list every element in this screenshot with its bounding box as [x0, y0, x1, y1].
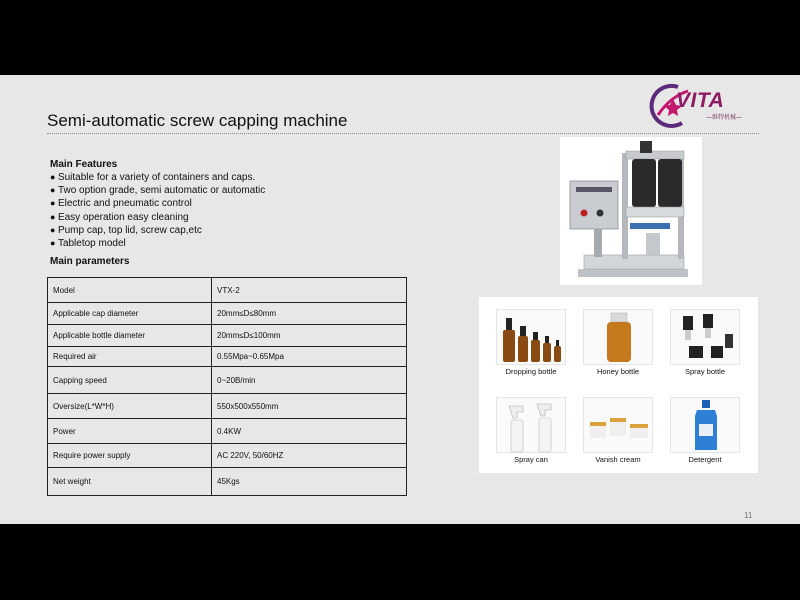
table-row: [48, 468, 407, 496]
param-value: 550x500x550mm: [212, 394, 407, 419]
table-row: [48, 444, 407, 468]
features-list: [50, 171, 265, 250]
feature-item: ● Suitable for a variety of containers and caps.: [50, 171, 265, 184]
product-label: Dropping bottle: [505, 367, 557, 376]
product-item: [493, 309, 569, 376]
param-value: 0.55Mpa~0.65Mpa: [212, 347, 407, 367]
param-label: Power: [48, 419, 212, 444]
spray-can-image: [496, 397, 566, 453]
param-label: Applicable cap diameter: [48, 303, 212, 325]
product-label: Spray can: [514, 455, 548, 464]
param-value: 45Kgs: [212, 468, 407, 496]
table-row: [48, 278, 407, 303]
page-number: 11: [744, 511, 753, 520]
parameters-heading: Main parameters: [50, 256, 130, 267]
honey-bottle-image: [583, 309, 653, 365]
spray-bottle-image: [670, 309, 740, 365]
table-row: [48, 367, 407, 394]
product-item: [580, 309, 656, 376]
param-label: Net weight: [48, 468, 212, 496]
capping-machine-icon: [560, 137, 702, 285]
table-row: [48, 394, 407, 419]
trigger-sprayers-icon: [497, 398, 567, 454]
feature-item: ● Two option grade, semi automatic or automatic: [50, 184, 265, 197]
param-label: Capping speed: [48, 367, 212, 394]
product-label: Spray bottle: [684, 367, 726, 376]
features-heading: Main Features: [50, 159, 118, 170]
dropper-bottles-icon: [497, 310, 567, 366]
param-value: AC 220V, 50/60HZ: [212, 444, 407, 468]
param-value: 0.4KW: [212, 419, 407, 444]
honey-jar-icon: [584, 310, 654, 366]
feature-item: ● Pump cap, top lid, screw cap,etc: [50, 224, 265, 237]
product-item: [493, 397, 569, 464]
param-label: Model: [48, 278, 212, 303]
detergent-bottle-icon: [671, 398, 741, 454]
logo-subtitle: —维特机械—: [706, 115, 743, 121]
table-row: [48, 347, 407, 367]
feature-item: ● Electric and pneumatic control: [50, 197, 265, 210]
param-label: Required air: [48, 347, 212, 367]
parameters-table: [47, 277, 407, 496]
product-label: Honey bottle: [596, 367, 640, 376]
table-row: [48, 325, 407, 347]
product-samples: [479, 297, 758, 473]
param-value: 0~20B/min: [212, 367, 407, 394]
param-label: Applicable bottle diameter: [48, 325, 212, 347]
detergent-image: [670, 397, 740, 453]
feature-item: ● Easy operation easy cleaning: [50, 211, 265, 224]
cream-jars-icon: [584, 398, 654, 454]
product-item: [580, 397, 656, 464]
page-title: Semi-automatic screw capping machine: [47, 111, 348, 130]
param-label: Oversize(L*W*H): [48, 394, 212, 419]
logo-wordmark: VITA: [676, 89, 725, 112]
spray-pumps-icon: [671, 310, 741, 366]
machine-photo: [560, 137, 702, 285]
feature-item: ● Tabletop model: [50, 237, 265, 250]
param-value: VTX-2: [212, 278, 407, 303]
slide: [0, 75, 800, 524]
param-label: Require power supply: [48, 444, 212, 468]
dropping-bottle-image: [496, 309, 566, 365]
product-label: Vanish cream: [595, 455, 641, 464]
product-item: [667, 309, 743, 376]
param-value: 20mm≤D≤100mm: [212, 325, 407, 347]
param-value: 20mm≤D≤80mm: [212, 303, 407, 325]
table-row: [48, 419, 407, 444]
product-label: Detergent: [688, 455, 722, 464]
vanish-cream-image: [583, 397, 653, 453]
table-row: [48, 303, 407, 325]
product-item: [667, 397, 743, 464]
title-divider: [47, 133, 759, 134]
